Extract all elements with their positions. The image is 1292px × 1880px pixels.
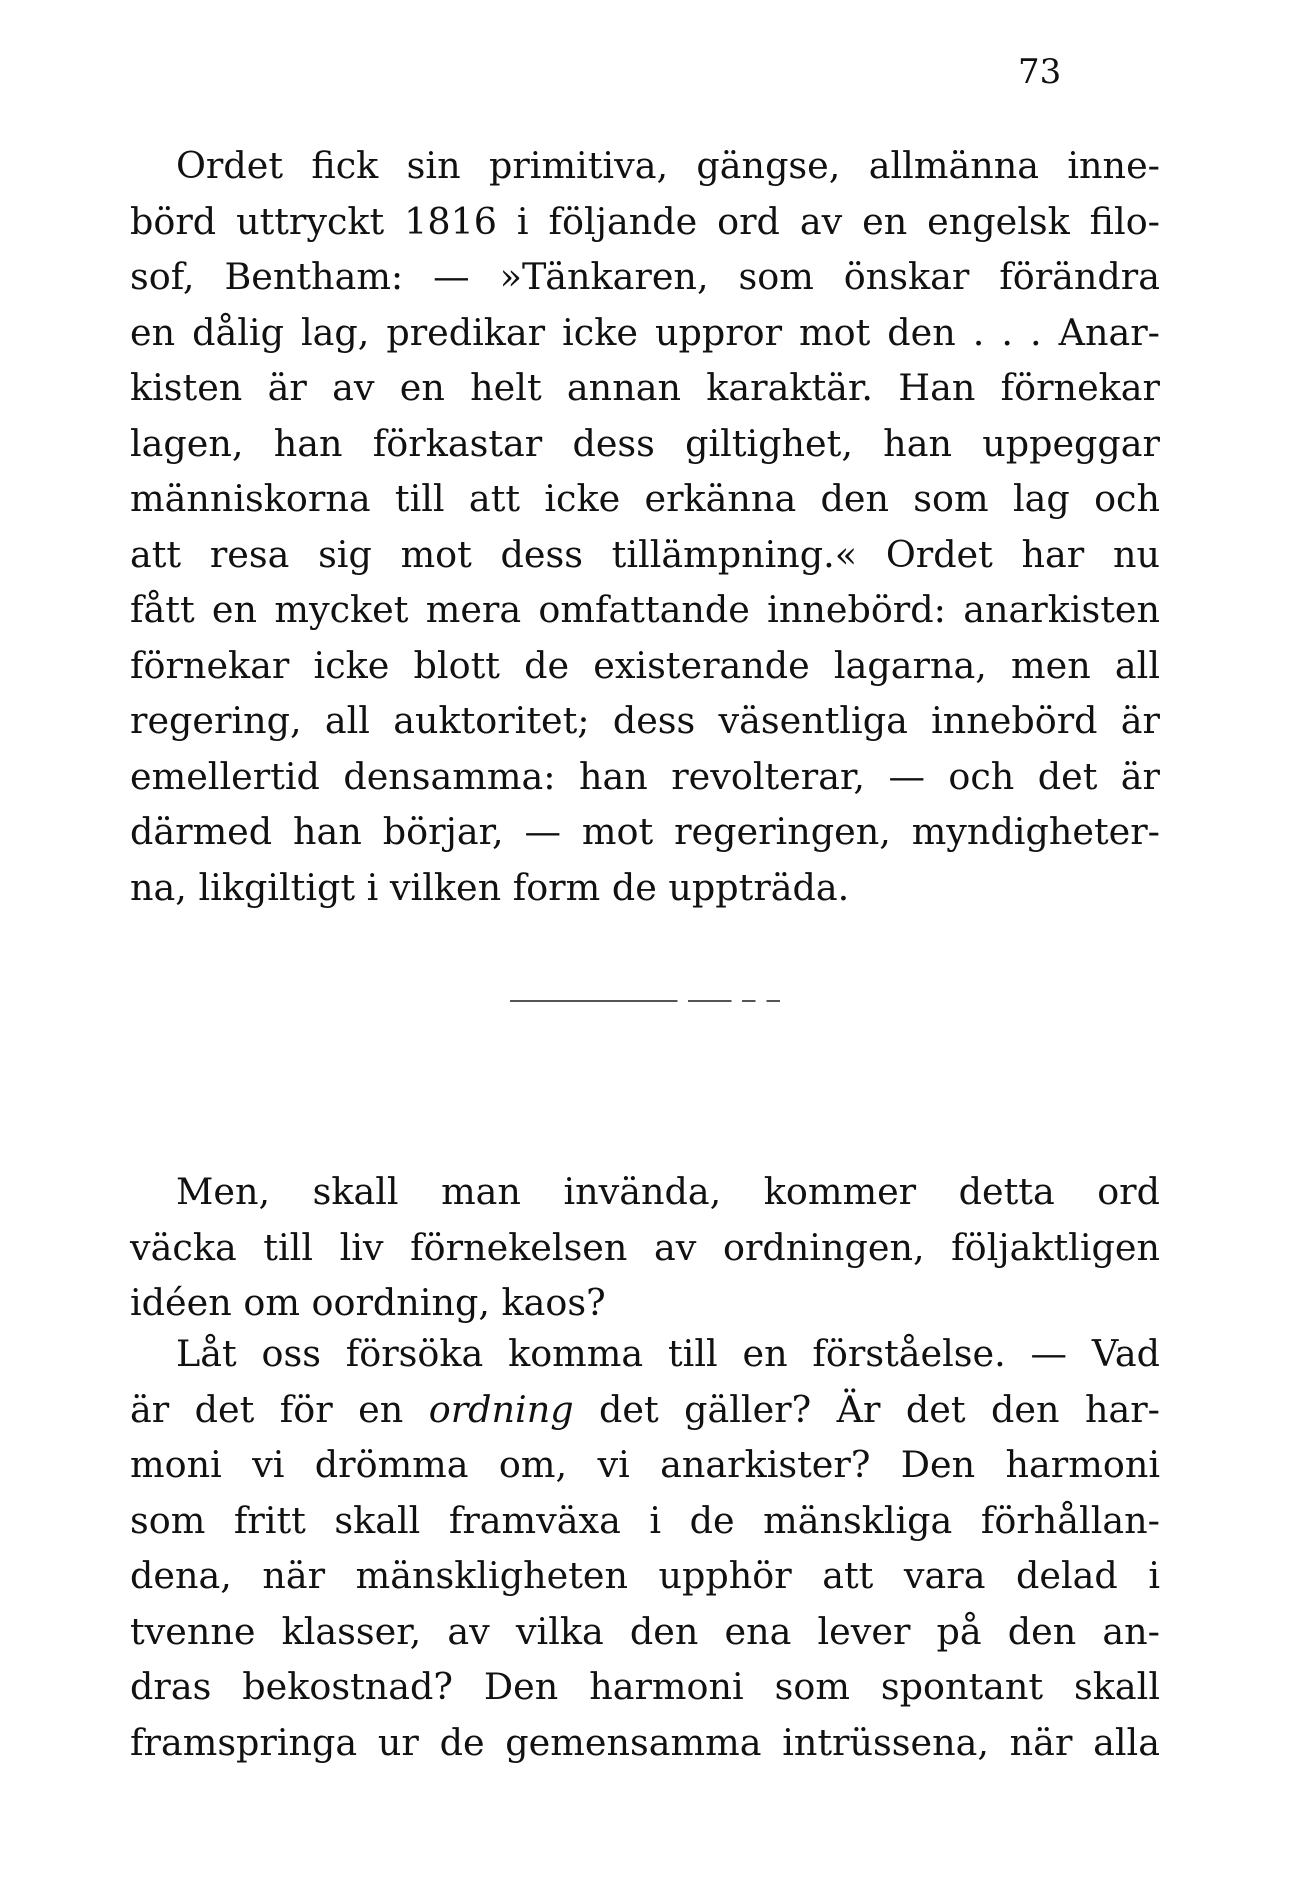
text-line-with-emphasis bbox=[130, 1382, 1160, 1438]
text-line: tvenne klasser, av vilka den ena lever på den an- bbox=[130, 1609, 1160, 1653]
paragraph-objection bbox=[130, 1164, 1160, 1331]
page-number: 73 bbox=[1018, 52, 1062, 92]
text-line: fått en mycket mera omfattande innebörd: anarkisten bbox=[130, 588, 1160, 631]
text-line: förnekar icke blott de existerande lagarna, men all bbox=[130, 643, 1160, 687]
text-line: idéen om oordning, kaos? bbox=[130, 1281, 606, 1324]
text-line: Ordet fick sin primitiva, gängse, allmänna inne- bbox=[176, 144, 1160, 187]
emphasized-word: ordning bbox=[428, 1387, 574, 1431]
text-line: en dålig lag, predikar icke uppror mot den . . . Anar- bbox=[130, 310, 1160, 354]
text-line: människorna till att icke erkänna den som lag och bbox=[130, 477, 1160, 520]
text-line: sof, Bentham: — »Tänkaren, som önskar förändra bbox=[130, 255, 1160, 298]
text-line: framspringa ur de gemensamma intrüssena, när alla bbox=[130, 1720, 1160, 1764]
text-line: väcka till liv förnekelsen av ordningen, följaktligen bbox=[130, 1225, 1160, 1269]
text-line: na, likgiltigt i vilken form de uppträda. bbox=[130, 865, 850, 909]
text-line: lagen, han förkastar dess giltighet, han uppeggar bbox=[130, 421, 1160, 465]
text-line: därmed han börjar, — mot regeringen, myndigheter- bbox=[130, 810, 1160, 853]
text-line: Men, skall man invända, kommer detta ord bbox=[176, 1170, 1160, 1213]
section-divider bbox=[510, 1000, 780, 1002]
text-line: kisten är av en helt annan karaktär. Han förnekar bbox=[130, 366, 1160, 409]
text-segment: det gäller? Är det den har- bbox=[573, 1387, 1160, 1431]
text-line: som fritt skall framväxa i de mänskliga förhållan- bbox=[130, 1498, 1160, 1542]
text-line: dras bekostnad? Den harmoni som spontant skall bbox=[130, 1665, 1160, 1708]
text-line: börd uttryckt 1816 i följande ord av en engelsk filo- bbox=[130, 199, 1160, 243]
paragraph-harmony bbox=[130, 1326, 1160, 1770]
text-line: regering, all auktoritet; dess väsentliga innebörd är bbox=[130, 699, 1160, 742]
text-line: dena, när mänskligheten upphör att vara delad i bbox=[130, 1554, 1160, 1597]
text-segment: är det för en bbox=[130, 1387, 429, 1431]
text-line: emellertid densamma: han revolterar, — och det är bbox=[130, 754, 1160, 798]
text-line: Låt oss försöka komma till en förståelse. — Vad bbox=[176, 1332, 1160, 1375]
text-line: moni vi drömma om, vi anarkister? Den harmoni bbox=[130, 1443, 1160, 1486]
paragraph-anarchy-definition bbox=[130, 138, 1160, 915]
text-line: att resa sig mot dess tillämpning.« Ordet har nu bbox=[130, 532, 1160, 576]
